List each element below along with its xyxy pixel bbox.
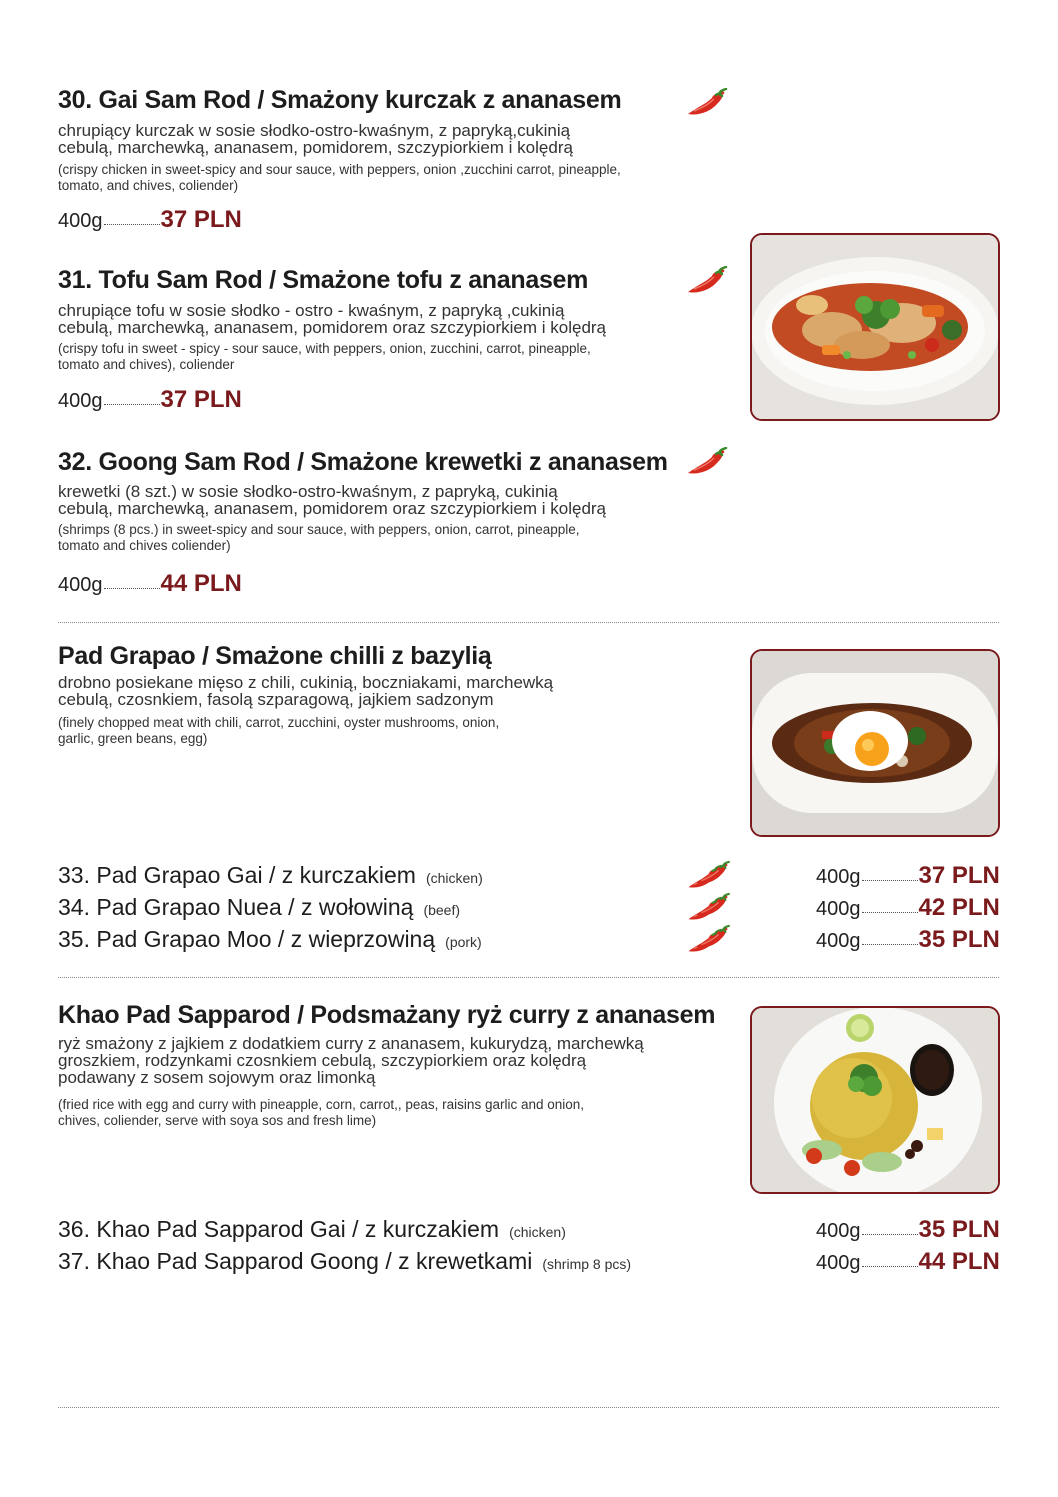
weight: 400g [816, 1252, 861, 1274]
pad-grapao-photo [750, 649, 1000, 837]
price: 37 PLN [918, 862, 1000, 889]
section-description-en: chives, coliender, serve with soya sos and fresh lime) [58, 1113, 377, 1128]
item-title: 31. Tofu Sam Rod / Smażone tofu z ananasem [58, 266, 589, 294]
section-divider [58, 1407, 999, 1408]
leader-dots [862, 879, 918, 881]
item-description-en: (shrimps (8 pcs.) in sweet-spicy and sour sauce, with peppers, onion, carrot, pineapple, [58, 522, 580, 537]
menu-item [58, 1216, 566, 1243]
price-row [58, 386, 242, 414]
price: 42 PLN [918, 894, 1000, 921]
item-description-en: tomato and chives coliender) [58, 538, 231, 553]
price-row [816, 862, 1000, 890]
weight: 400g [816, 866, 861, 888]
price: 44 PLN [160, 570, 242, 597]
item-description-pl: chrupiące tofu w sosie słodko - ostro - kwaśnym, z papryką ,cukinią [58, 301, 565, 320]
section-divider [58, 977, 999, 978]
item-title: 32. Goong Sam Rod / Smażone krewetki z ananasem [58, 448, 668, 476]
item-name: 33. Pad Grapao Gai / z kurczakiem [58, 862, 416, 888]
item-note: (pork) [445, 934, 482, 950]
item-note: (beef) [423, 902, 461, 918]
leader-dots [104, 223, 160, 225]
item-title: 30. Gai Sam Rod / Smażony kurczak z ananasem [58, 86, 622, 114]
fried-rice-photo [750, 1006, 1000, 1194]
leader-dots [104, 587, 160, 589]
chili-pepper-icon [686, 266, 730, 296]
menu-item [58, 862, 483, 889]
price-row [816, 926, 1000, 954]
price: 35 PLN [918, 926, 1000, 953]
double-chili-icon [686, 893, 732, 923]
item-name: 35. Pad Grapao Moo / z wieprzowiną [58, 926, 436, 952]
section-divider [58, 622, 999, 623]
double-chili-icon [686, 925, 732, 955]
item-description-pl: cebulą, marchewką, ananasem, pomidorem, szczypiorkiem i kolędrą [58, 138, 573, 157]
item-name: 36. Khao Pad Sapparod Gai / z kurczakiem [58, 1216, 500, 1242]
weight: 400g [816, 1220, 861, 1242]
item-description-pl: chrupiący kurczak w sosie słodko-ostro-kwaśnym, z papryką,cukinią [58, 121, 571, 140]
item-description-en: (crispy chicken in sweet-spicy and sour sauce, with peppers, onion ,zucchini carrot, pineapple, [58, 162, 621, 177]
item-name: 34. Pad Grapao Nuea / z wołowiną [58, 894, 414, 920]
item-note: (shrimp 8 pcs) [542, 1256, 632, 1272]
leader-dots [862, 1265, 918, 1267]
section-title: Khao Pad Sapparod / Podsmażany ryż curry z ananasem [58, 1001, 716, 1029]
weight: 400g [58, 390, 103, 412]
item-note: (chicken) [425, 870, 483, 886]
item-description-en: (crispy tofu in sweet - spicy - sour sauce, with peppers, onion, zucchini, carrot, pineapple, [58, 341, 591, 356]
leader-dots [862, 943, 918, 945]
section-description-pl: cebulą, czosnkiem, fasolą szparagową, jajkiem sadzonym [58, 690, 494, 709]
price: 35 PLN [918, 1216, 1000, 1243]
sweet-sour-tofu-photo [750, 233, 1000, 421]
double-chili-icon [686, 861, 732, 891]
item-name: 37. Khao Pad Sapparod Goong / z krewetkami [58, 1248, 533, 1274]
price-row [816, 1216, 1000, 1244]
leader-dots [862, 1233, 918, 1235]
item-description-pl: cebulą, marchewką, ananasem, pomidorem oraz szczypiorkiem i kolędrą [58, 318, 607, 337]
item-note: (chicken) [509, 1224, 566, 1240]
item-description-pl: cebulą, marchewką, ananasem, pomidorem oraz szczypiorkiem i kolędrą [58, 499, 607, 518]
menu-item [58, 1248, 631, 1275]
menu-item [58, 894, 460, 921]
section-description-en: (finely chopped meat with chili, carrot, zucchini, oyster mushrooms, onion, [58, 715, 500, 730]
price: 44 PLN [918, 1248, 1000, 1275]
section-title: Pad Grapao / Smażone chilli z bazylią [58, 642, 492, 670]
menu-item [58, 926, 482, 953]
item-description-pl: krewetki (8 szt.) w sosie słodko-ostro-kwaśnym, z papryką, cukinią [58, 482, 558, 501]
leader-dots [104, 403, 160, 405]
chili-pepper-icon [686, 88, 730, 118]
section-description-pl: drobno posiekane mięso z chili, cukinią, boczniakami, marchewką [58, 673, 554, 692]
price: 37 PLN [160, 206, 242, 233]
section-description-pl: podawany z sosem sojowym oraz limonką [58, 1068, 376, 1087]
price-row [58, 206, 242, 234]
weight: 400g [816, 898, 861, 920]
weight: 400g [58, 210, 103, 232]
price-row [816, 894, 1000, 922]
item-description-en: tomato, and chives, coliender) [58, 178, 239, 193]
price: 37 PLN [160, 386, 242, 413]
section-description-en: garlic, green beans, egg) [58, 731, 208, 746]
section-description-pl: groszkiem, rodzynkami czosnkiem cebulą, szczypiorkiem oraz kolędrą [58, 1051, 587, 1070]
section-description-en: (fried rice with egg and curry with pineapple, corn, carrot,, peas, raisins garlic and onion, [58, 1097, 585, 1112]
chili-pepper-icon [686, 447, 730, 477]
section-description-pl: ryż smażony z jajkiem z dodatkiem curry z ananasem, kukurydzą, marchewką [58, 1034, 644, 1053]
price-row [58, 570, 242, 598]
weight: 400g [816, 930, 861, 952]
leader-dots [862, 911, 918, 913]
weight: 400g [58, 574, 103, 596]
item-description-en: tomato and chives), coliender [58, 357, 235, 372]
price-row [816, 1248, 1000, 1276]
